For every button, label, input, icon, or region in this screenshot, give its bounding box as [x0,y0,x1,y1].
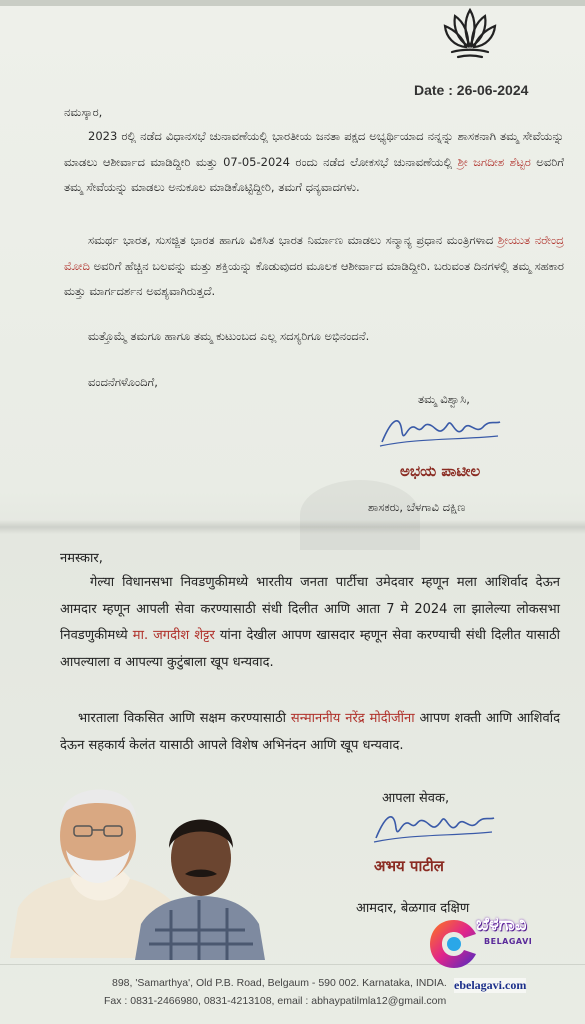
footer-divider [0,964,585,965]
marathi-yours: आपला सेवक, [382,791,450,806]
background-watermark [300,480,420,550]
signature-1 [378,410,503,452]
kannada-signatory-designation: ಶಾಸಕರು, ಬೆಳಗಾವಿ ದಕ್ಷಿಣ [368,500,466,514]
letter-date: Date : 26-06-2024 [414,82,529,98]
kannada-para2-text-b: ಅವರಿಗೆ ಹೆಚ್ಚಿನ ಬಲವನ್ನು ಮತ್ತು ಶಕ್ತಿಯನ್ನು ಕೊಡುವುದರ ಮೂಲಕ ಆಶೀರ್ವಾದ ಮಾಡಿದ್ದೀರಿ. ಬರುವಂತ ದಿನಗಳಲ್ಲಿ ತಮ್ಮ ಸಹಕಾರ ಮತ್ತು ಮಾರ್ಗದರ್ಶನ ಅವಶ್ಯವಾಗಿರುತ್ತದೆ. [64,258,564,298]
footer-address: 898, 'Samarthya', Old P.B. Road, Belgaum - 590 002. Karnataka, INDIA. [112,977,447,989]
ebelagavi-logo-icon [426,916,482,972]
kannada-para1-text-b: ಅವರಿಗೆ ತಮ್ಮ ಸೇವೆಯನ್ನು ಮಾಡಲು ಅನುಕೂಲ ಮಾಡಿಕೊಟ್ಟಿದ್ದೀರಿ, ತಮಗೆ ಧನ್ಯವಾದಗಳು. [64,154,564,194]
ebelagavi-site: ebelagavi.com [454,978,527,992]
kannada-para2-highlight: ಶ್ರೀಯುತ ನರೇಂದ್ರ ಮೋದಿ [64,233,564,273]
marathi-para1-highlight: मा. जगदीश शेट्टर [132,628,215,643]
marathi-para1-text-b: यांना देखील आपण खासदार म्हणून सेवा करण्याची संधी दिलीत यासाठी आपल्याला व आपल्या कुटुंबाला खूप धन्यवाद. [60,628,560,670]
marathi-paragraph-1 [60,570,560,676]
kannada-signatory-name: ಅಭಯ ಪಾಟೀಲ [400,462,481,480]
marathi-para2-highlight: सन्माननीय नरेंद्र मोदीजींना [290,711,415,726]
paper-fold [0,520,585,534]
signature-2 [372,806,497,848]
marathi-para2-text-b: आपण शक्ती आणि आशिर्वाद देऊन सहकार्य केलंत यासाठी आपले विशेष अभिनंदन आणि खूप धन्यवाद. [60,711,560,753]
marathi-signatory-name: अभय पाटील [374,857,444,875]
kannada-paragraph-3: ಮತ್ತೊಮ್ಮೆ ತಮಗೂ ಹಾಗೂ ತಮ್ಮ ಕುಟುಂಬದ ಎಲ್ಲ ಸದಸ್ಯರಿಗೂ ಅಭಿನಂದನೆ. [88,329,370,343]
marathi-para1-text-a: गेल्या विधानसभा निवडणुकीमध्ये भारतीय जनता पार्टीचा उमेदवार म्हणून मला आशिर्वाद देऊन आमदार म्हणून आपली सेवा करण्यासाठी संधी दिलीत आणि आता 7 मे 2024 ला झालेल्या लोकसभा निवडणुकीमध्ये [60,575,560,643]
kannada-closing: ವಂದನೆಗಳೊಂದಿಗೆ, [88,375,158,389]
kannada-yours: ತಮ್ಮ ವಿಶ್ವಾಸಿ, [418,392,470,406]
kannada-para2-text-a: ಸಮರ್ಥ ಭಾರತ, ಸುಸಜ್ಜಿತ ಭಾರತ ಹಾಗೂ ವಿಕಸಿತ ಭಾರತ ನಿರ್ಮಾಣ ಮಾಡಲು ಸನ್ಮಾನ್ಯ ಪ್ರಧಾನ ಮಂತ್ರಿಗಳಾದ [88,233,498,247]
ebelagavi-brand-sub: BELAGAVI [484,937,533,946]
kannada-paragraph-2 [64,228,564,305]
marathi-paragraph-2 [60,706,560,759]
kannada-paragraph-1 [64,124,564,201]
abhay-photo [135,800,265,960]
ebelagavi-brand-name: ಬೆಳಗಾವಿ [476,914,527,935]
kannada-para1-highlight: ಶ್ರೀ ಜಗದೀಶ ಶೆಟ್ಟರ [457,154,531,169]
marathi-greeting: नमस्कार, [60,551,103,566]
footer-contact: Fax : 0831-2466980, 0831-4213108, email : abhaypatilmla12@gmail.com [104,995,447,1007]
kannada-greeting: ನಮಸ್ಕಾರ, [64,105,103,119]
lotus-logo-icon [440,6,500,64]
kannada-para1-text-a: 2023 ರಲ್ಲಿ ನಡೆದ ವಿಧಾನಸಭೆ ಚುನಾವಣೆಯಲ್ಲಿ ಭಾರತೀಯ ಜನತಾ ಪಕ್ಷದ ಅಭ್ಯರ್ಥಿಯಾದ ನನ್ನನ್ನು ಶಾಸಕನಾಗಿ ತಮ್ಮ ಸೇವೆಯನ್ನು ಮಾಡಲು ಆಶೀರ್ವಾದ ಮಾಡಿದ್ದೀರಿ ಮತ್ತು 07-05-2024 ರಂದು ನಡೆದ ಲೋಕಸಭೆ ಚುನಾವಣೆಯಲ್ಲಿ [64,129,564,169]
marathi-para2-text-a: भारताला विकसित आणि सक्षम करण्यासाठी [78,711,291,726]
marathi-signatory-designation: आमदार, बेळगाव दक्षिण [356,901,470,916]
